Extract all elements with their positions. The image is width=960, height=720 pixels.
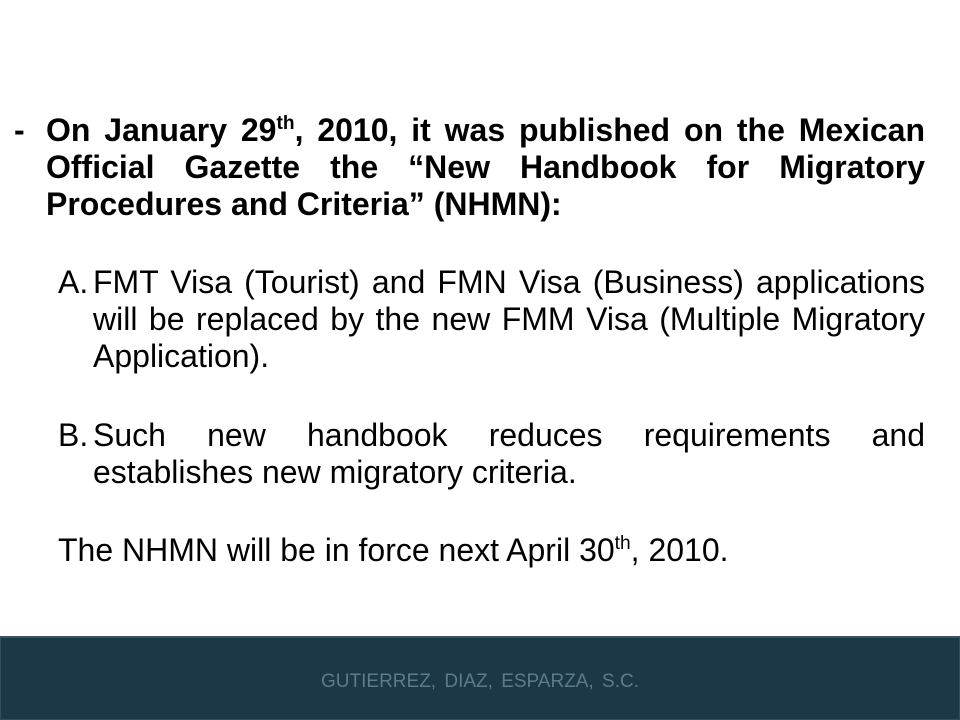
superscript: th xyxy=(614,533,631,555)
footer-company-name: GUTIERREZ, DIAZ, ESPARZA, S.C. xyxy=(321,671,639,692)
intro-line-text: On January 29 xyxy=(46,112,277,148)
list-marker-b: B. xyxy=(58,417,89,453)
intro-line xyxy=(46,112,925,149)
list-item-line: establishes new migratory criteria. xyxy=(93,454,577,490)
list-item-b xyxy=(93,417,925,491)
closing-text: , 2010. xyxy=(630,532,729,568)
intro-bullet-marker: - xyxy=(14,112,25,148)
superscript: th xyxy=(276,113,295,135)
list-item-line: Application). xyxy=(93,338,270,374)
intro-line-text: , 2010, it was published on the Mexican xyxy=(294,112,926,148)
intro-line: Procedures and Criteria” (NHMN): xyxy=(46,186,562,222)
closing-statement xyxy=(58,532,729,569)
list-marker-a: A. xyxy=(58,264,89,300)
list-item-line: Such new handbook reduces requirements and xyxy=(93,417,925,453)
intro-line: Official Gazette the “New Handbook for Migratory xyxy=(46,149,925,185)
list-item-line: will be replaced by the new FMM Visa (Multiple Migratory xyxy=(93,301,925,337)
list-item-line: FMT Visa (Tourist) and FMN Visa (Business) applications xyxy=(93,264,925,300)
intro-paragraph xyxy=(46,112,925,223)
footer-bar xyxy=(0,636,960,720)
closing-text: The NHMN will be in force next April 30 xyxy=(58,532,615,568)
list-item-a xyxy=(93,264,925,375)
